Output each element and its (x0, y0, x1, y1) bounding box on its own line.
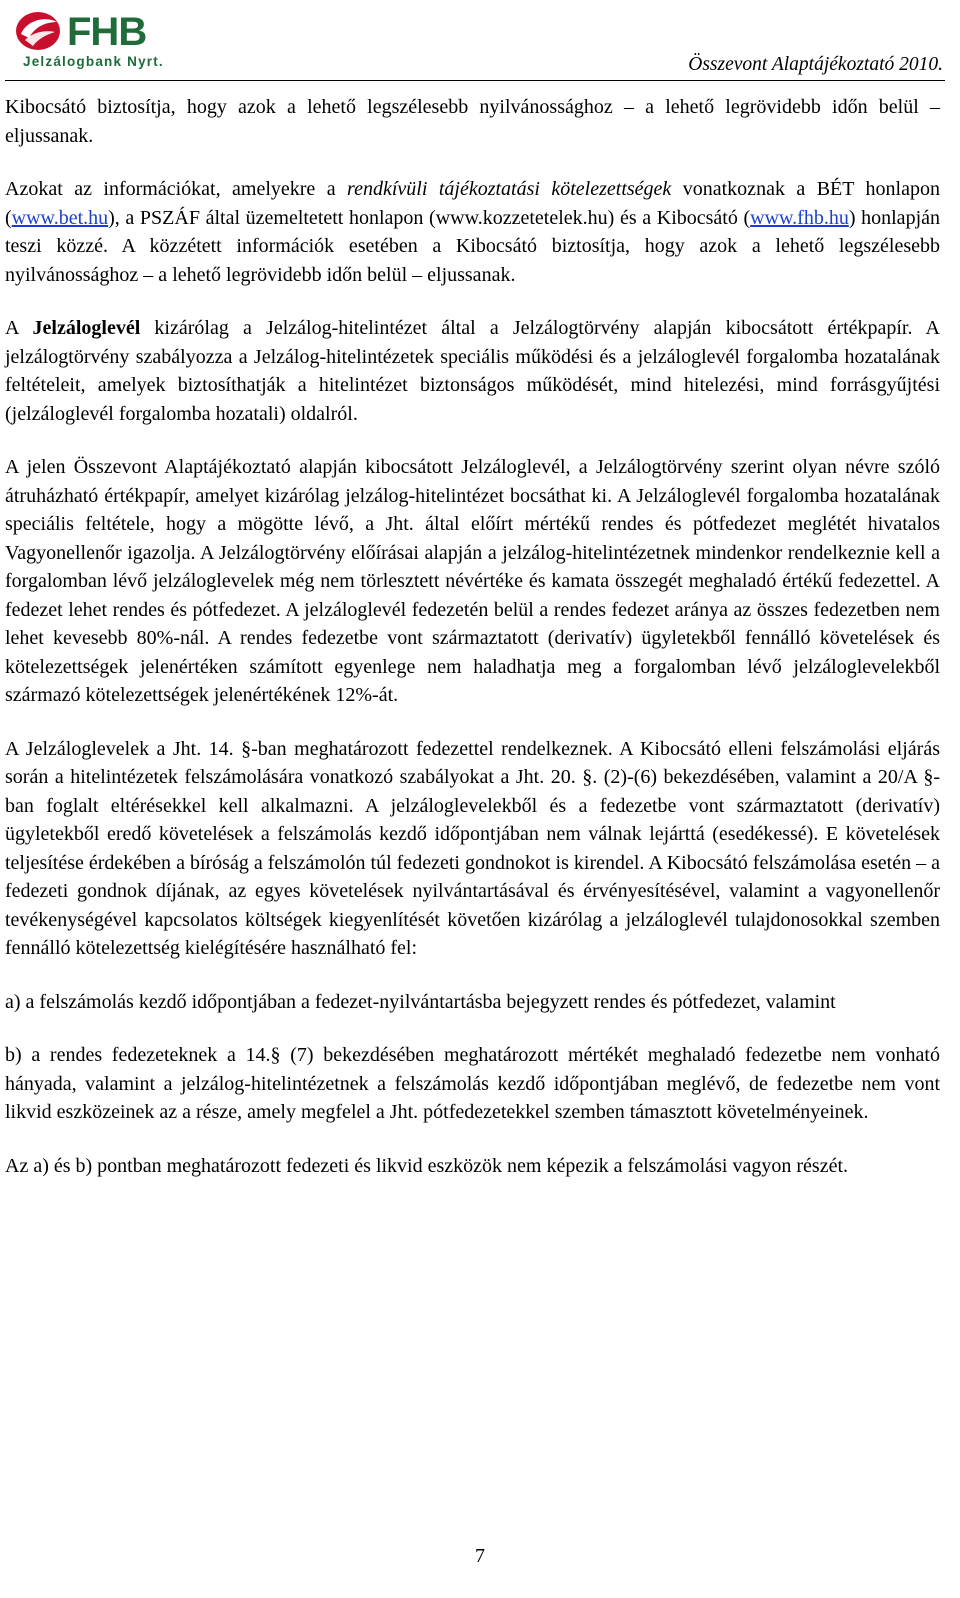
page-header (5, 8, 945, 81)
document-body (5, 93, 940, 1205)
paragraph-4: A jelen Összevont Alaptájékoztató alapján kibocsátott Jelzáloglevél, a Jelzálogtörvény szerint olyan névre szóló átruházható értékpapír, amelyet kizárólag jelzálog-hitelintézet bocsáthat ki. A Jelzáloglevél forgalomba hozatalának speciális feltétele, hogy a mögötte lévő, a Jht. által előírt mértékű rendes és pótfedezet meglétét hivatalos Vagyonellenőr igazolja. A Jelzálogtörvény előírásai alapján a jelzálog-hitelintézetnek mindenkor rendelkeznie kell a forgalomban lévő jelzáloglevelek még nem törlesztett névértéke és kamata összegét meghaladó értékű fedezettel. A fedezet lehet rendes és pótfedezet. A jelzáloglevél fedezetén belül a rendes fedezet aránya az összes fedezetben nem lehet kevesebb 80%-nál. A rendes fedezetbe vont származtatott (derivatív) ügyletekből fennálló követelések és kötelezettségek jelenértéken számított egyenlege nem haladhatja meg a forgalomban lévő jelzáloglevelekből származó kötelezettségek jelenértékének 12%-át. (5, 456, 940, 706)
logo-subtitle: Jelzálogbank Nyrt. (23, 54, 164, 69)
emphasis-text: rendkívüli tájékoztatási kötelezettségek (347, 178, 672, 200)
paragraph-7: b) a rendes fedezeteknek a 14.§ (7) bekezdésében meghatározott mértékét meghaladó fedezetbe nem vonható hányada, valamint a jelzálog-hitelintézetnek a felszámolás kezdő időpontjában meglévő, de fedezetbe nem vont likvid eszközeinek az a része, amely megfelel a Jht. pótfedezetekkel szemben támasztott követelményeinek. (5, 1044, 940, 1123)
paragraph-6: a) a felszámolás kezdő időpontjában a fedezet-nyilvántartásba bejegyzett rendes és pótfedezet, valamint (5, 990, 836, 1013)
bold-term: Jelzáloglevél (32, 317, 141, 339)
paragraph-8: Az a) és b) pontban meghatározott fedezeti és likvid eszközök nem képezik a felszámolási vagyon részét. (5, 1154, 848, 1177)
link-fhb[interactable]: www.fhb.hu (750, 206, 849, 229)
page-number: 7 (475, 1545, 485, 1567)
link-bet[interactable]: www.bet.hu (11, 206, 109, 229)
paragraph-1: Kibocsátó biztosítja, hogy azok a lehető legszélesebb nyilvánossághoz – a lehető legrövidebb időn belül – eljussanak. (5, 96, 940, 147)
paragraph-2: Azokat az információkat, amelyekre a rendkívüli tájékoztatási kötelezettségek vonatkoznak a BÉT honlapon (www.bet.hu), a PSZÁF által üzemeltetett honlapon (www.kozzetetelek.hu) és a Kibocsátó (www.fhb.hu) honlapján teszi közzé. A közzétett információk esetében a Kibocsátó biztosítja, hogy azok a lehető legszélesebb nyilvánossághoz – a lehető legrövidebb időn belül – eljussanak. (5, 178, 940, 286)
paragraph-3: A Jelzáloglevél kizárólag a Jelzálog-hitelintézet által a Jelzálogtörvény alapján kibocsátott értékpapír. A jelzálogtörvény szabályozza a Jelzálog-hitelintézetek speciális működési és a jelzáloglevél forgalomba hozatalának feltételeit, amelyek biztosíthatják a hitelintézet biztonságos működését, mind hitelezési, mind forrásgyűjtési (jelzáloglevél forgalomba hozatali) oldalról. (5, 317, 941, 425)
logo-wordmark: FHB (67, 10, 147, 54)
paragraph-5: A Jelzáloglevelek a Jht. 14. §-ban meghatározott fedezettel rendelkeznek. A Kibocsátó elleni felszámolási eljárás során a hitelintézetek felszámolására vonatkozó szabályokat a Jht. 20. §. (2)-(6) bekezdésében, valamint a 20/A §-ban foglalt eltérésekkel kell alkalmazni. A jelzáloglevelekből és a fedezetbe vont származtatott (derivatív) ügyletekből eredő követelések a felszámolás kezdő időpontjában nem válnak lejárttá (esedékessé). E követelések teljesítése érdekében a bíróság a felszámolón túl fedezeti gondnokot is kirendel. A Kibocsátó felszámolása esetén – a fedezeti gondnok díjának, az egyes követelések nyilvántartásával és érvényesítésével, valamint a vagyonellenőr tevékenységével kapcsolatos költségek kiegyenlítését követően kizárólag a jelzáloglevél tulajdonosokkal szemben fennálló kötelezettség kielégítésére használható fel: (5, 737, 940, 959)
fhb-logo (15, 8, 187, 76)
document-title: Összevont Alaptájékoztató 2010. (688, 54, 943, 75)
fhb-emblem-icon (15, 10, 63, 54)
